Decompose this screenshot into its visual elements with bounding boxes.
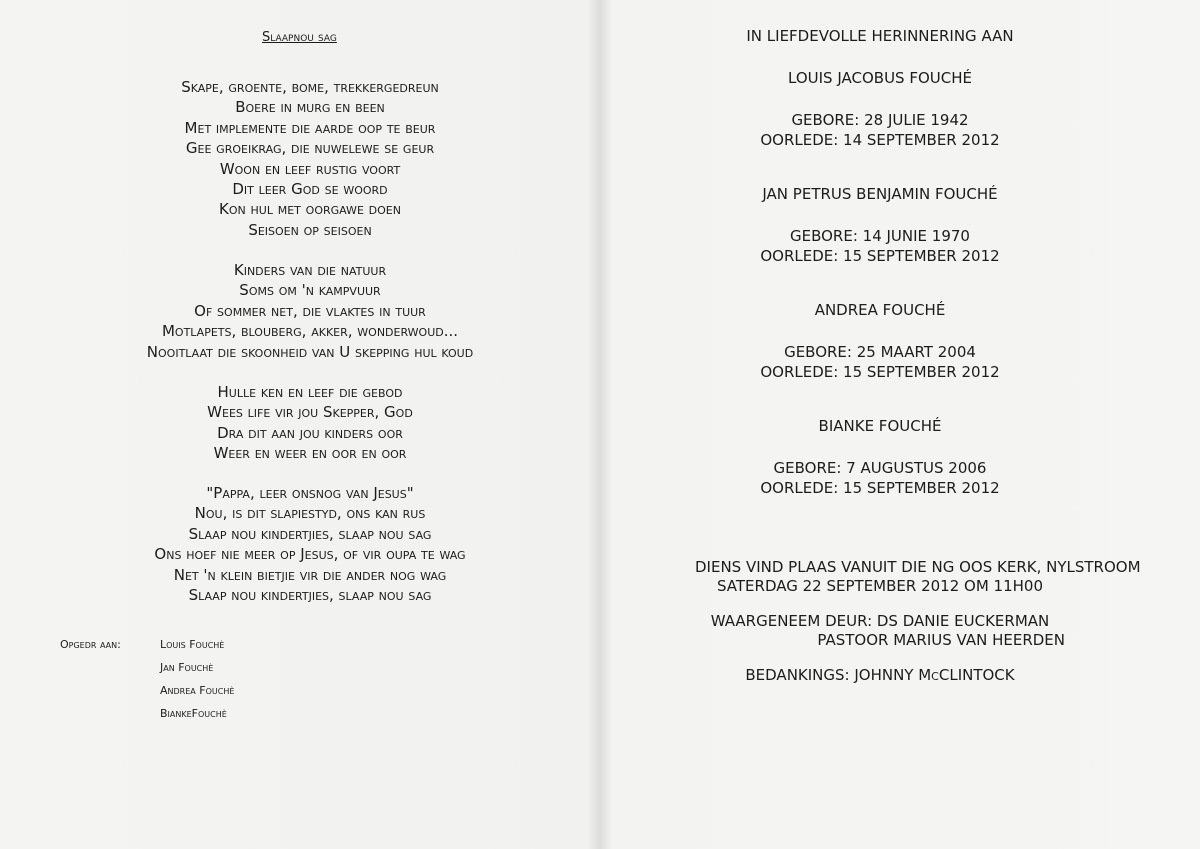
right-page <box>600 0 1200 849</box>
service-date: SATERDAG 22 SEPTEMBER 2012 OM 11H00 <box>717 577 1043 595</box>
person-died: OORLEDE: 15 SEPTEMBER 2012 <box>760 247 1000 265</box>
dedication-name: Jan Fouchè <box>160 661 214 674</box>
poem-line: Slaap nou kindertjies, slaap nou sag <box>188 524 432 543</box>
poem-line: Seisoen op seisoen <box>248 220 372 239</box>
poem-line: Net 'n klein bietjie vir die ander nog wag <box>173 565 447 584</box>
poem-line: Motlapets, blouberg, akker, wonderwoud... <box>161 322 459 341</box>
service-thanks: BEDANKINGS: JOHNNY McCLINTOCK <box>745 666 1015 684</box>
poem-title: Slaapnou sag <box>262 30 337 45</box>
poem-line: Weer en weer en oor en oor <box>213 444 407 463</box>
poem-line: Gee groeikrag, die nuwelewe se geur <box>185 139 435 158</box>
memorial-heading: IN LIEFDEVOLLE HERINNERING AAN <box>746 27 1014 45</box>
person-name: BIANKE FOUCHÉ <box>818 417 942 435</box>
poem-line: Slaap nou kindertjies, slaap nou sag <box>188 586 432 605</box>
person-died: OORLEDE: 15 SEPTEMBER 2012 <box>760 363 1000 381</box>
poem-line: Boere in murg en been <box>235 98 385 117</box>
poem-line: Hulle ken en leef die gebod <box>217 383 403 401</box>
service-officiant: WAARGENEEM DEUR: DS DANIE EUCKERMAN <box>710 612 1050 630</box>
poem-line: Of sommer net, die vlaktes in tuur <box>194 301 426 320</box>
poem-line: Ons hoef nie meer op Jesus, of vir oupa te wag <box>154 545 466 564</box>
dedication-name: Andrea Fouchè <box>160 684 235 697</box>
poem-line: Nou, is dit slapiestyd, ons kan rus <box>194 504 426 523</box>
poem-stanza-2 <box>60 260 560 362</box>
person-born: GEBORE: 25 MAART 2004 <box>784 343 976 361</box>
person-died: OORLEDE: 14 SEPTEMBER 2012 <box>760 131 1000 149</box>
poem-line: Skape, groente, bome, trekkergedreun <box>181 78 439 96</box>
person-name: ANDREA FOUCHÉ <box>814 301 946 319</box>
poem-line: Kinders van die natuur <box>233 261 387 279</box>
person-born: GEBORE: 28 JULIE 1942 <box>791 111 969 129</box>
poem-line: Soms om 'n kampvuur <box>239 281 381 300</box>
dedication-name: BiankeFouchè <box>160 707 227 720</box>
dedication-name: Louis Fouchè <box>160 638 225 651</box>
poem-line: Nooitlaat die skoonheid van U skepping hul koud <box>146 342 474 361</box>
dedication-names <box>160 638 234 730</box>
poem-stanza-4 <box>60 483 560 605</box>
poem-line: Met implemente die aarde oop te beur <box>184 118 436 137</box>
person-name: LOUIS JACOBUS FOUCHÉ <box>788 69 972 87</box>
memorial-block <box>700 26 1060 498</box>
person-born: GEBORE: 7 AUGUSTUS 2006 <box>773 459 987 477</box>
poem-line: Dra dit aan jou kinders oor <box>217 423 403 442</box>
poem-line: Kon hul met oorgawe doen <box>219 200 401 219</box>
poem-line: "Pappa, leer onsnog van Jesus" <box>206 484 414 502</box>
person-born: GEBORE: 14 JUNIE 1970 <box>790 227 970 245</box>
service-officiant-2: PASTOOR MARIUS VAN HEERDEN <box>817 631 1065 649</box>
service-venue: DIENS VIND PLAAS VANUIT DIE NG OOS KERK, NYLSTROOM <box>695 558 1141 576</box>
service-block <box>695 558 1141 685</box>
poem-line: Woon en leef rustig voort <box>219 159 401 178</box>
poem-line: Wees life vir jou Skepper, God <box>207 403 413 422</box>
poem-line: Dit leer God se woord <box>232 180 388 199</box>
poem-stanza-3 <box>60 382 560 464</box>
person-name: JAN PETRUS BENJAMIN FOUCHÉ <box>762 185 998 203</box>
dedication-label: Opgedr aan: <box>60 638 121 651</box>
poem-stanza-1 <box>60 77 560 240</box>
person-died: OORLEDE: 15 SEPTEMBER 2012 <box>760 479 1000 497</box>
